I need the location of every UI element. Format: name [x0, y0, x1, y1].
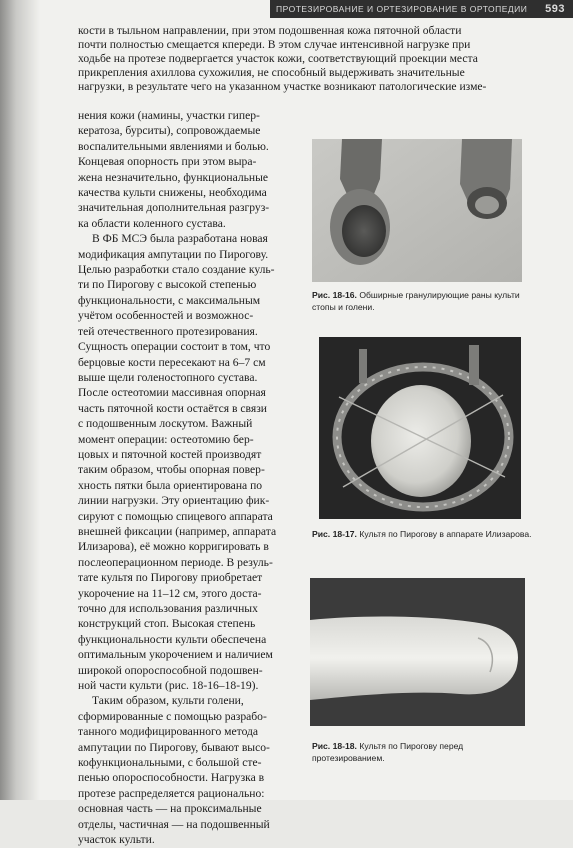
- page-number: 593: [545, 3, 565, 15]
- figure-caption-text: Культя по Пирогову в аппарате Илизарова.: [359, 529, 532, 539]
- text-line: широкой опороспособной подошвен-: [78, 663, 263, 677]
- text-line: оптимальным укорочением и наличием: [78, 648, 273, 662]
- text-line: функциональности культи обеспечена: [78, 632, 267, 646]
- top-paragraph: [78, 24, 544, 94]
- text-line: ходьбе на протезе подвергается участок кожи, соответствующий проекции места: [78, 52, 478, 66]
- figure-caption-text: Культя по Пирогову перед протезированием.: [312, 741, 464, 763]
- text-line: сируют с помощью спицевого аппарата: [78, 509, 273, 523]
- text-line: участок культи.: [78, 833, 155, 847]
- text-line: ампутации по Пирогову, бывают высо-: [78, 740, 270, 754]
- text-line: часть пяточной кости остаётся в связи: [78, 401, 267, 415]
- text-line: ти по Пирогову с высокой степенью: [78, 278, 257, 292]
- text-line: воспалительными явлениями и болью.: [78, 139, 269, 153]
- running-head: [270, 0, 573, 18]
- body-paragraph: [78, 108, 296, 231]
- text-line: протезе распределяется рационально:: [78, 786, 265, 800]
- text-line: кератоза, бурситы), сопровождаемые: [78, 124, 261, 138]
- text-line: с подошвенным лоскутом. Важный: [78, 417, 253, 431]
- ilizarov-apparatus-image: [319, 337, 521, 519]
- text-line: прикрепления ахиллова сухожилия, не способный выдерживать значительные: [78, 66, 465, 80]
- text-line: основная часть — на проксимальные: [78, 802, 262, 816]
- figure-label: Рис. 18-18.: [312, 741, 357, 751]
- text-line: берцовые кости пересекают на 6–7 см: [78, 355, 266, 369]
- text-line: ка области коленного сустава.: [78, 216, 226, 230]
- text-line: линии нагрузки. Эту ориентацию фик-: [78, 494, 270, 508]
- figure-18-16-caption: [312, 289, 537, 313]
- text-line: хность пятки была ориентирована по: [78, 478, 263, 492]
- text-line: выше щели голеностопного сустава.: [78, 370, 258, 384]
- text-line: Сущность операции состоит в том, что: [78, 340, 271, 354]
- text-line: точно для использования различных: [78, 602, 258, 615]
- figure-18-17-photo: [319, 337, 521, 519]
- text-line: жена незначительно, функциональные: [78, 170, 269, 184]
- text-line: значительная дополнительная разгруз-: [78, 201, 270, 215]
- text-line: Концевая опорность при этом выра-: [78, 155, 257, 169]
- text-line: Илизарова), её можно корригировать в: [78, 540, 269, 554]
- figure-18-16-photo: [312, 139, 522, 282]
- text-line: отделы, частичная — на подошвенный: [78, 817, 270, 831]
- stump-wounds-image: [312, 139, 522, 282]
- text-line: После остеотомии массивная опорная: [78, 386, 266, 400]
- text-line: кофункциональными, с большой сте-: [78, 756, 262, 770]
- figure-label: Рис. 18-16.: [312, 290, 357, 300]
- scan-edge-shadow: [0, 0, 40, 800]
- text-line: модификация ампутации по Пирогову.: [78, 247, 269, 261]
- text-line: почти полностью смещается кпереди. В этом случае интенсивной нагрузке при: [78, 38, 471, 52]
- text-line: внешней фиксации (например, аппарата: [78, 524, 277, 538]
- figure-caption-text: Обширные гранулирующие раны культи стопы и голени.: [312, 290, 520, 312]
- text-line: ной части культи (рис. 18-16–18-19).: [78, 679, 259, 693]
- text-line: Таким образом, культи голени,: [92, 694, 244, 708]
- text-line: тей отечественного протезирования.: [78, 324, 258, 338]
- body-paragraph: [78, 693, 296, 847]
- body-paragraph: [78, 231, 296, 693]
- figure-18-17-caption: [312, 528, 537, 540]
- figure-18-18-caption: [312, 740, 537, 764]
- text-line: нагрузки, в результате чего на указанном участке возникают патологические изме-: [78, 80, 487, 94]
- text-line: танного модифицированного метода: [78, 725, 259, 739]
- text-line: В ФБ МСЭ была разработана новая: [92, 232, 268, 246]
- running-head-title: ПРОТЕЗИРОВАНИЕ И ОРТЕЗИРОВАНИЕ В ОРТОПЕДИИ: [276, 4, 528, 14]
- text-line: укорочение на 11–12 см, этого доста-: [78, 586, 262, 600]
- text-line: сформированные с помощью разрабо-: [78, 709, 267, 723]
- text-line: кости в тыльном направлении, при этом подошвенная кожа пяточной области: [78, 24, 462, 37]
- text-line: таким образом, чтобы опорная повер-: [78, 463, 265, 477]
- text-line: учётом особенностей и возможнос-: [78, 309, 254, 323]
- text-line: функциональности, с максимальным: [78, 293, 261, 307]
- stump-before-prosthesis-image: [310, 578, 525, 726]
- text-line: цовых и пяточной костей производят: [78, 447, 262, 461]
- figure-label: Рис. 18-17.: [312, 529, 357, 539]
- text-line: пенью опороспособности. Нагрузка в: [78, 771, 265, 785]
- text-line: нения кожи (намины, участки гипер-: [78, 109, 260, 122]
- text-line: Целью разработки стало создание куль-: [78, 263, 275, 277]
- text-line: конструкций стоп. Высокая степень: [78, 617, 256, 631]
- text-line: качества культи снижены, необходима: [78, 186, 267, 200]
- body-column: [78, 108, 296, 848]
- text-line: момент операции: остеотомию бер-: [78, 432, 254, 446]
- text-line: тате культя по Пирогову приобретает: [78, 571, 263, 585]
- figure-18-18-photo: [310, 578, 525, 726]
- text-line: послеоперационном периоде. В резуль-: [78, 555, 273, 569]
